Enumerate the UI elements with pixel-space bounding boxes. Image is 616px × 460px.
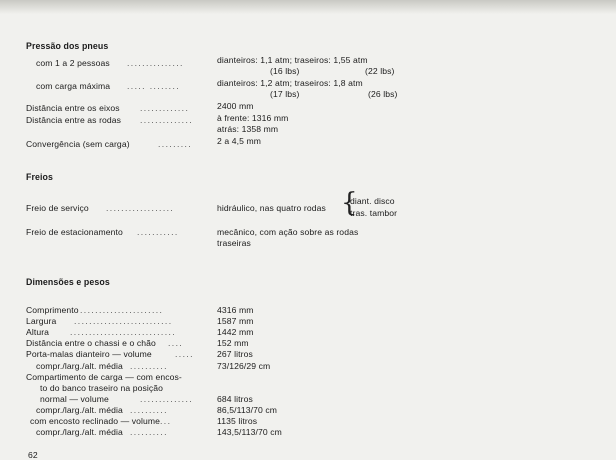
dot-leader: ...................... bbox=[80, 305, 164, 315]
row-label: Compartimento de carga — com encos- bbox=[26, 372, 182, 382]
dot-leader: .......... bbox=[130, 405, 168, 415]
page-top-edge bbox=[0, 0, 616, 14]
row-label: Porta-malas dianteiro — volume bbox=[26, 349, 152, 359]
row-value: 4316 mm bbox=[217, 305, 254, 315]
dot-leader: .............. bbox=[140, 394, 194, 404]
row-label: compr./larg./alt. média bbox=[36, 361, 123, 371]
dot-leader: ........... bbox=[137, 227, 179, 237]
row-label: Freio de estacionamento bbox=[26, 227, 123, 237]
heading-pneus: Pressão dos pneus bbox=[26, 41, 109, 51]
dot-leader: ............... bbox=[127, 58, 184, 68]
brace-icon: { bbox=[341, 188, 358, 218]
row-value: 1135 litros bbox=[217, 416, 258, 426]
dot-leader: ............................ bbox=[70, 327, 177, 337]
row-value-2: atrás: 1358 mm bbox=[217, 124, 279, 134]
row-value: hidráulico, nas quatro rodas bbox=[217, 203, 326, 213]
row-subvalue: (26 lbs) bbox=[368, 89, 398, 99]
row-value: 73/126/29 cm bbox=[217, 361, 271, 371]
row-value: mecânico, com ação sobre as rodas bbox=[217, 227, 359, 237]
row-label: Largura bbox=[26, 316, 57, 326]
row-value: 152 mm bbox=[217, 338, 249, 348]
row-label: to do banco traseiro na posição bbox=[40, 383, 164, 393]
row-value: dianteiros: 1,2 atm; traseiros: 1,8 atm bbox=[217, 78, 363, 88]
brace-item: diant. disco bbox=[350, 196, 395, 206]
row-label: normal — volume bbox=[40, 394, 109, 404]
row-value: 2400 mm bbox=[217, 101, 254, 111]
row-label: Distância entre o chassi e o chão bbox=[26, 338, 156, 348]
dot-leader: .... bbox=[168, 338, 184, 348]
dot-leader: ... bbox=[160, 416, 172, 426]
dot-leader: ............. bbox=[140, 103, 190, 113]
row-value-2: traseiras bbox=[217, 238, 251, 248]
dot-leader: .................. bbox=[106, 203, 175, 213]
dot-leader: ......... bbox=[158, 139, 193, 149]
dot-leader: ..... bbox=[175, 349, 194, 359]
row-label: com carga máxima bbox=[36, 81, 111, 91]
row-value: 684 litros bbox=[217, 394, 253, 404]
dot-leader: ..... ........ bbox=[127, 81, 181, 91]
row-label: compr./larg./alt. média bbox=[36, 405, 123, 415]
row-label: com 1 a 2 pessoas bbox=[36, 58, 110, 68]
dot-leader: .......... bbox=[130, 427, 168, 437]
row-label: Distância entre as rodas bbox=[26, 115, 122, 125]
row-subvalue: (17 lbs) bbox=[270, 89, 300, 99]
row-label: Freio de serviço bbox=[26, 203, 89, 213]
row-value: 2 a 4,5 mm bbox=[217, 136, 261, 146]
row-value: 1442 mm bbox=[217, 327, 254, 337]
row-label: Altura bbox=[26, 327, 50, 337]
row-value: dianteiros: 1,1 atm; traseiros: 1,55 atm bbox=[217, 55, 368, 65]
row-subvalue: (16 lbs) bbox=[270, 66, 300, 76]
dot-leader: .......... bbox=[130, 361, 168, 371]
row-value: à frente: 1316 mm bbox=[217, 113, 289, 123]
row-label: com encosto reclinado — volume bbox=[30, 416, 161, 426]
row-value: 143,5/113/70 cm bbox=[217, 427, 282, 437]
row-label: compr./larg./alt. média bbox=[36, 427, 123, 437]
heading-dimensoes: Dimensões e pesos bbox=[26, 277, 110, 287]
heading-freios: Freios bbox=[26, 172, 53, 182]
row-value: 86,5/113/70 cm bbox=[217, 405, 278, 415]
row-label: Distância entre os eixos bbox=[26, 103, 120, 113]
row-value: 1587 mm bbox=[217, 316, 254, 326]
dot-leader: .......................... bbox=[74, 316, 173, 326]
row-label: Convergência (sem carga) bbox=[26, 139, 130, 149]
dot-leader: .............. bbox=[140, 115, 194, 125]
row-value: 267 litros bbox=[217, 349, 253, 359]
row-label: Comprimento bbox=[26, 305, 79, 315]
row-subvalue: (22 lbs) bbox=[365, 66, 395, 76]
page-number: 62 bbox=[28, 450, 38, 460]
brace-item: tras. tambor bbox=[350, 208, 398, 218]
